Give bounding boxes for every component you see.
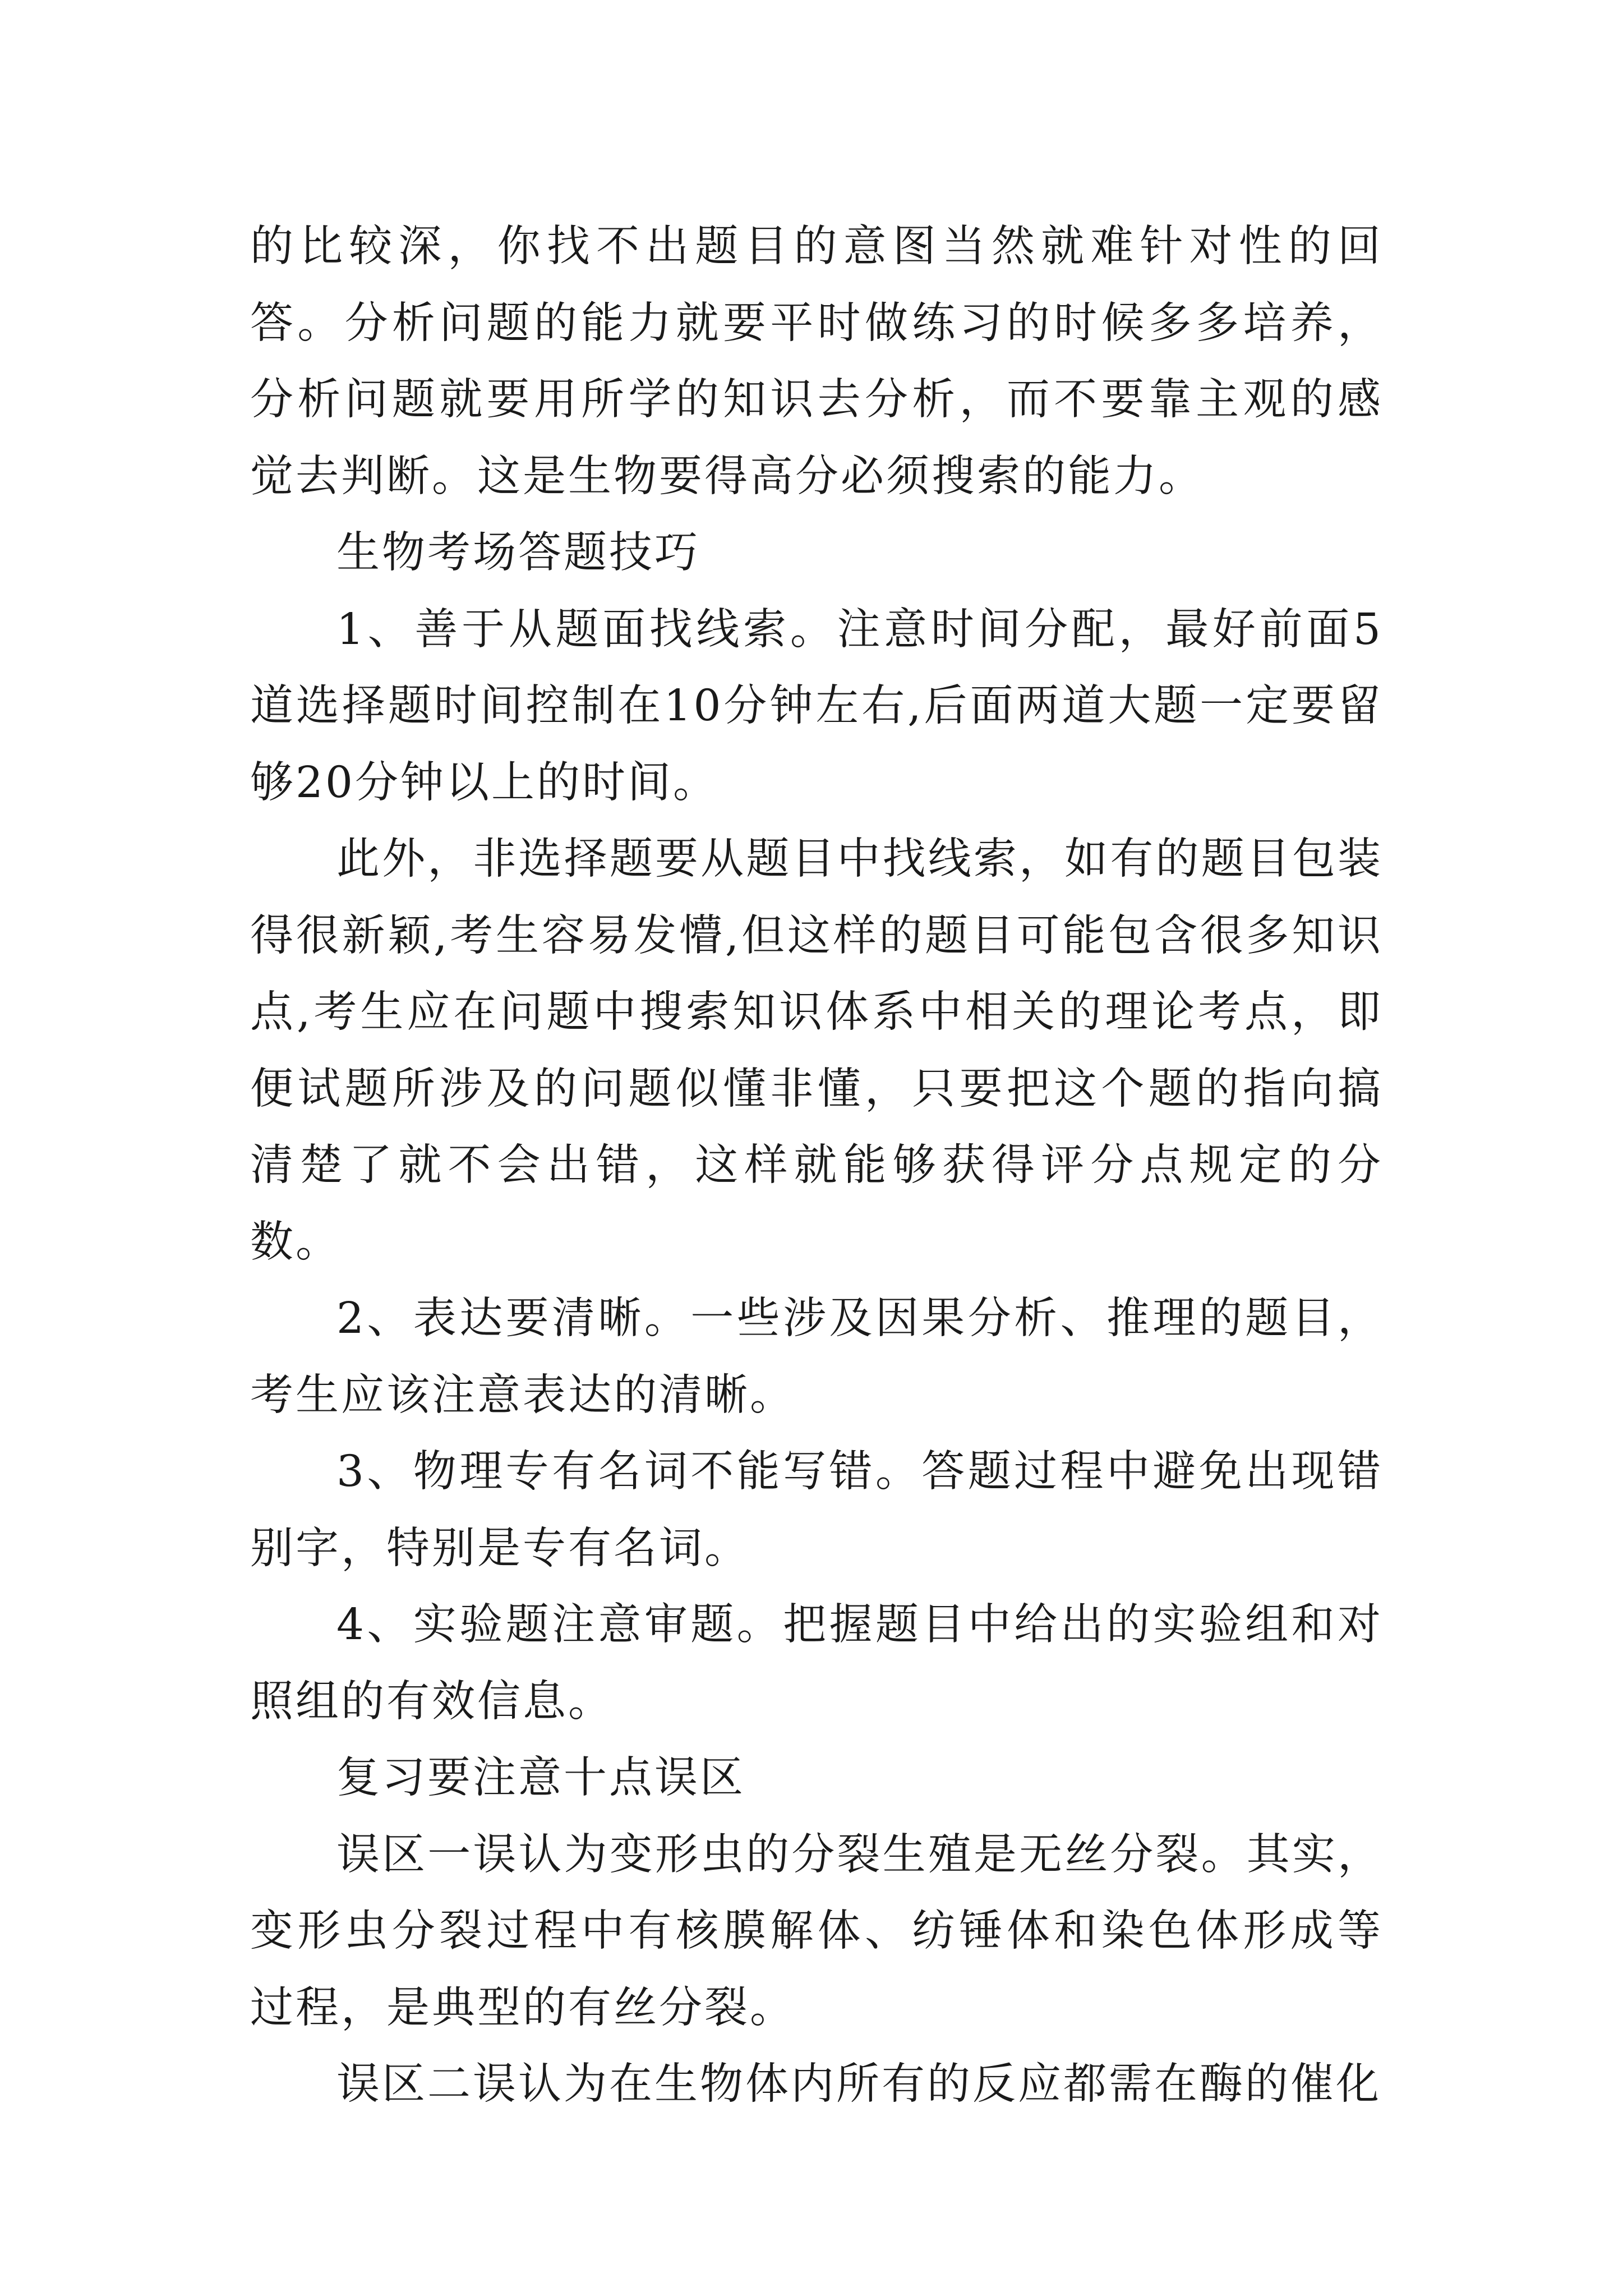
paragraph-tip-1: 1、善于从题面找线索。注意时间分配，最好前面5道选择题时间控制在10分钟左右,后面两道大题一定要留够20分钟以上的时间。 — [250, 604, 1383, 808]
document-page — [250, 209, 1383, 2123]
paragraph-tip-3: 3、物理专有名词不能写错。答题过程中避免出现错别字，特别是专有名词。 — [250, 1447, 1383, 1573]
paragraph-tip-4: 4、实验题注意审题。把握题目中给出的实验组和对照组的有效信息。 — [250, 1600, 1383, 1727]
paragraph-tip-2: 2、表达要清晰。一些涉及因果分析、推理的题目，考生应该注意表达的清晰。 — [250, 1294, 1383, 1420]
paragraph-misconception-1: 误区一误认为变形虫的分裂生殖是无丝分裂。其实，变形虫分裂过程中有核膜解体、纺锤体和染色体形成等过程，是典型的有丝分裂。 — [250, 1829, 1383, 2033]
paragraph-tip-1-extra: 此外，非选择题要从题目中找线索，如有的题目包装得很新颖,考生容易发懵,但这样的题目可能包含很多知识点,考生应在问题中搜索知识体系中相关的理论考点，即便试题所涉及的问题似懂非懂，只要把这个题的指向搞清楚了就不会出错，这样就能够获得评分点规定的分数。 — [250, 834, 1383, 1267]
section-heading-exam-tips: 生物考场答题技巧 — [336, 528, 700, 578]
section-heading-misconceptions: 复习要注意十点误区 — [336, 1753, 745, 1803]
paragraph-continued: 的比较深，你找不出题目的意图当然就难针对性的回答。分析问题的能力就要平时做练习的时候多多培养，分析问题就要用所学的知识去分析，而不要靠主观的感觉去判断。这是生物要得高分必须搜索的能力。 — [250, 222, 1383, 501]
paragraph-misconception-2: 误区二误认为在生物体内所有的反应都需在酶的催化 — [336, 2059, 1381, 2109]
